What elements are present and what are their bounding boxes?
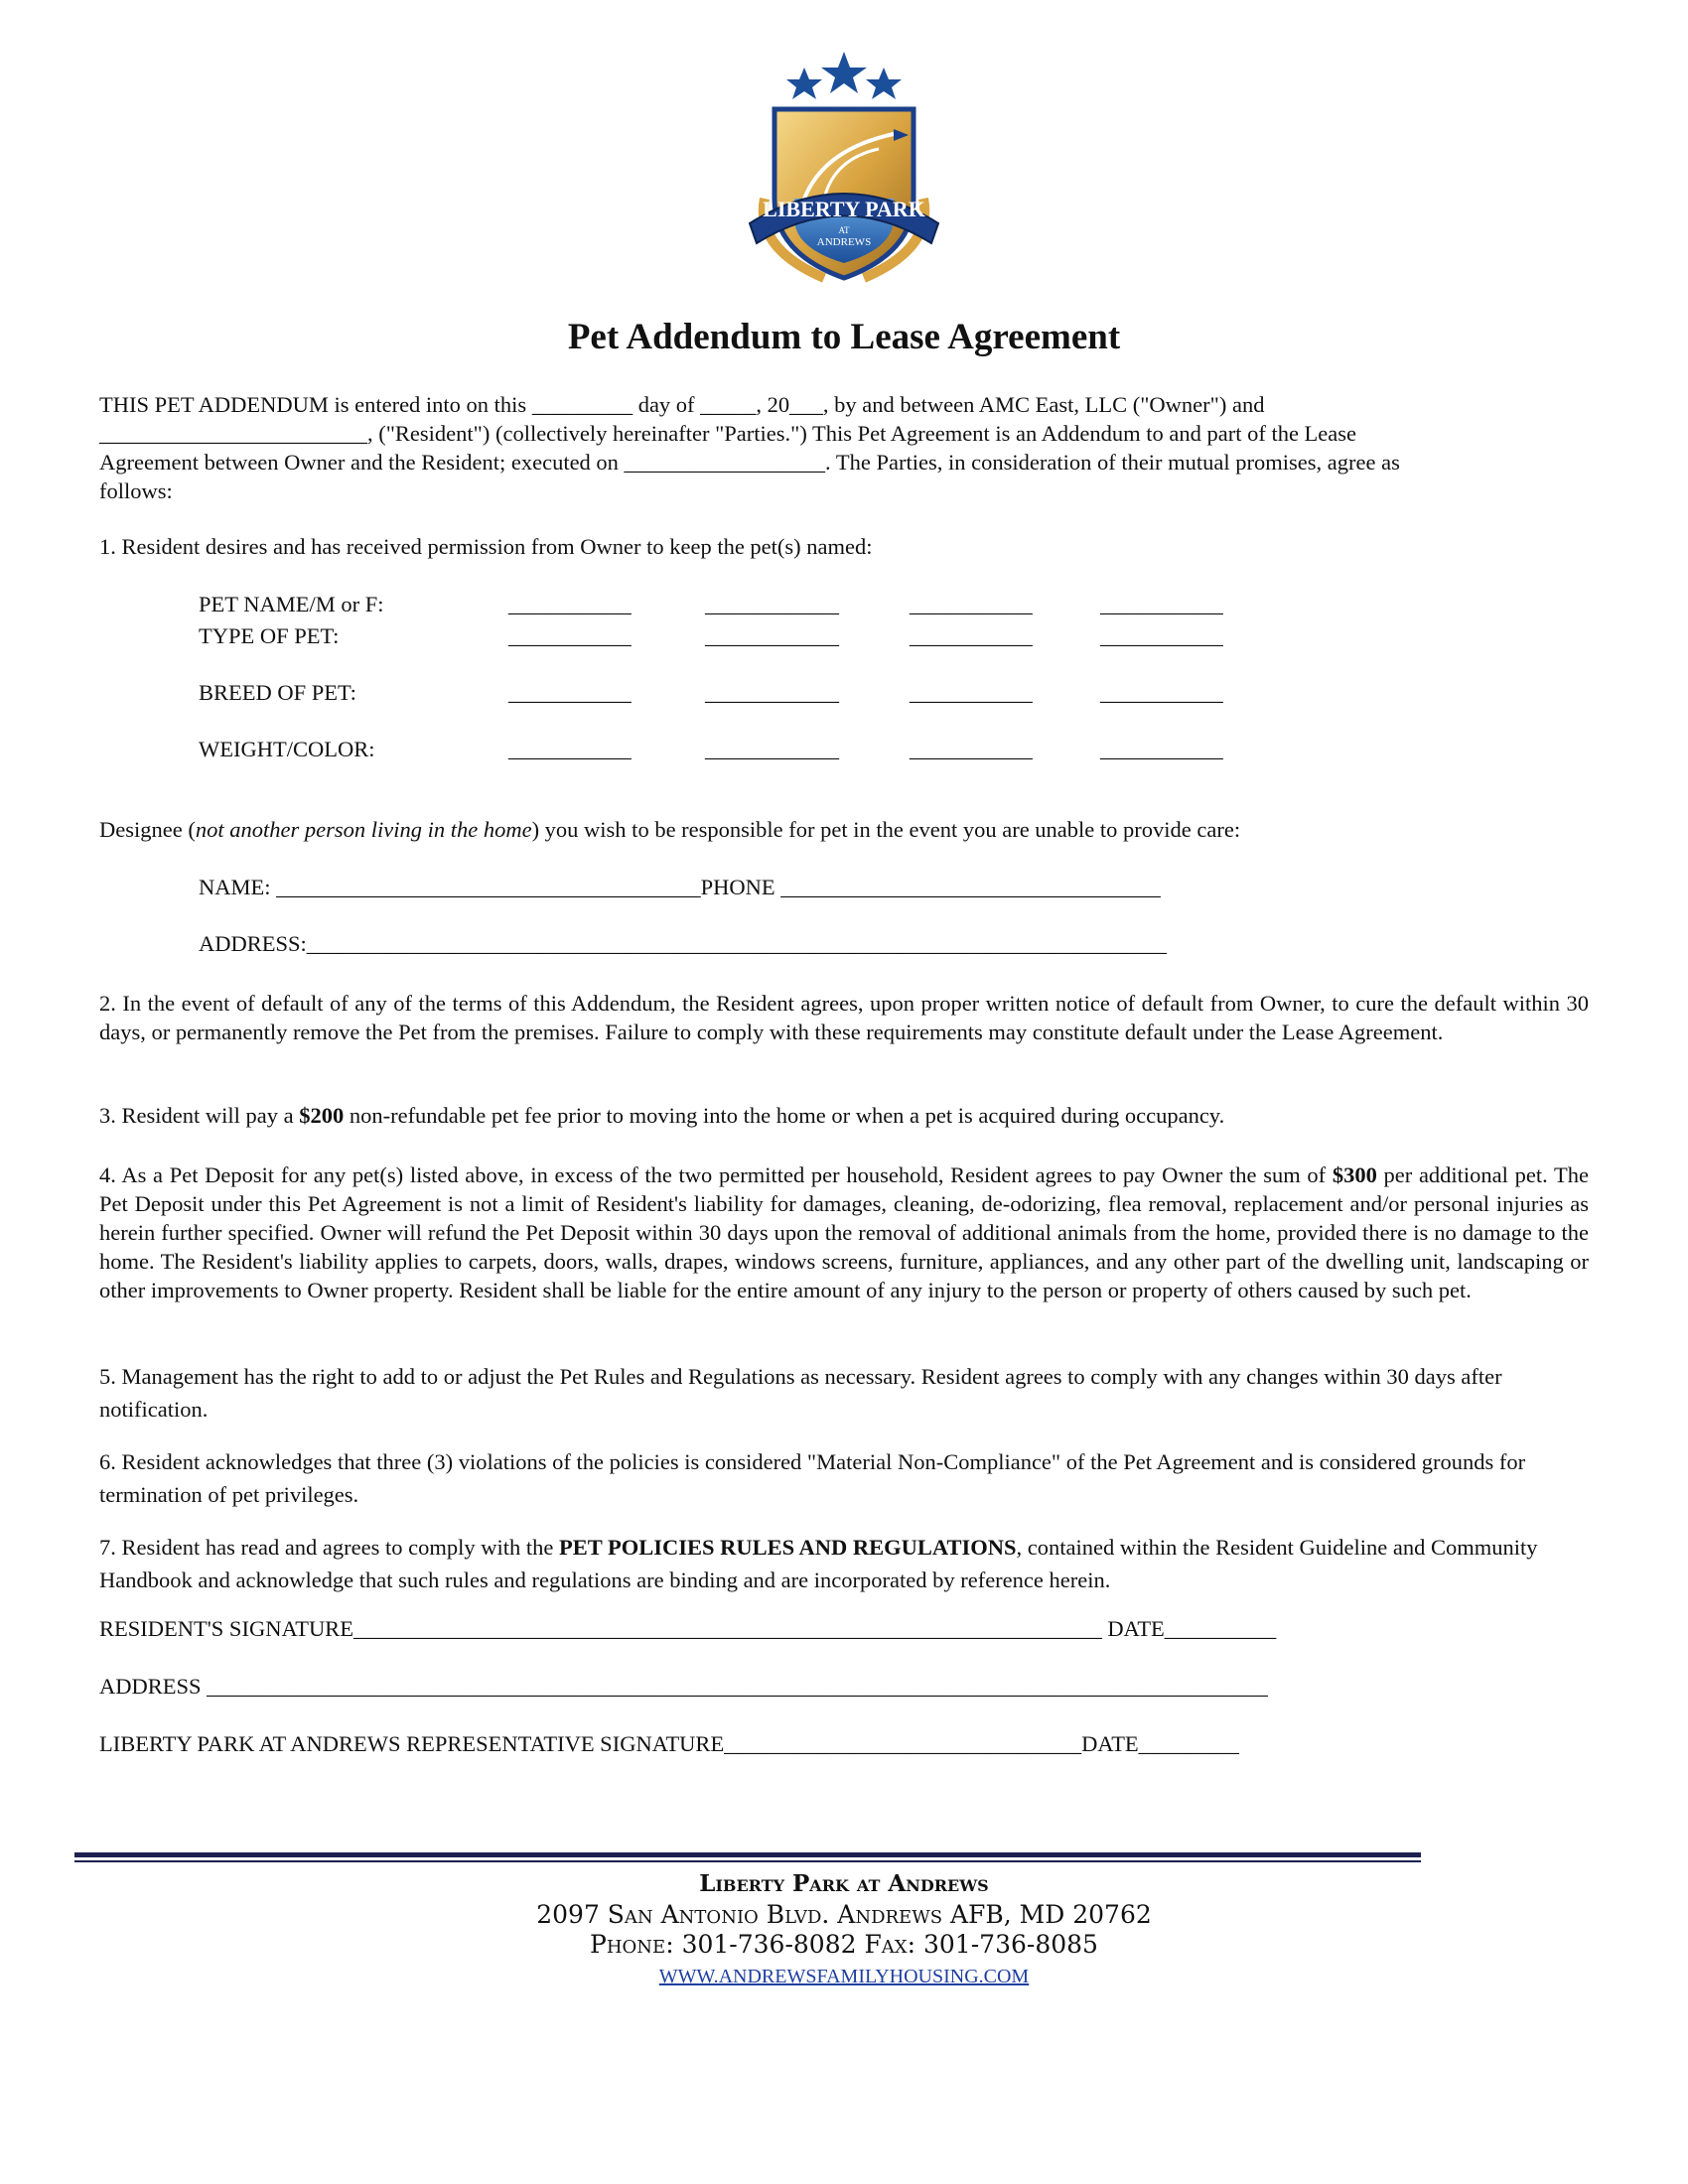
star-icon [821,52,867,93]
pet-row-label: BREED OF PET: [199,680,356,705]
page-title: Pet Addendum to Lease Agreement [567,317,1121,357]
blank-line[interactable]: ____________ [705,623,839,648]
section-4-suffix: per additional pet. The Pet Deposit under this Pet Agreement is not a limit of Resident's liability for damages, cleaning, de-odorizing, flea removal, replacement and/or personal injuries as herein further specified. Owner will refund the Pet Deposit within 30 days upon the removal of additional animals from the home, provided there is no damage to the home. The Resident's liability applies to carpets, doors, walls, drapes, windows screens, furniture, appliances, and any other part of the dwelling unit, landscaping or other improvements to Owner property. Resident shall be liable for the entire amount of any injury to the person or property of others caused by such pet. [99,1162,1589,1302]
intro-line-1: THIS PET ADDENDUM is entered into on this _________ day of _____, 20___, by and between AMC East, LLC ("Owner") and [99,392,1265,417]
blank-line[interactable]: ____________ [705,737,839,761]
logo-text-andrews: ANDREWS [816,236,872,248]
section-7-prefix: 7. Resident has read and agrees to comply with the [99,1535,559,1560]
website-link[interactable]: WWW.ANDREWSFAMILYHOUSING.COM [658,1966,1030,1987]
logo-text-main: LIBERTY PARK [763,197,925,221]
pet-fee-amount: $200 [299,1103,345,1128]
section-6-text: 6. Resident acknowledges that three (3) violations of the policies is considered "Material Non-Compliance" of the Pet Agreement and is considered grounds for termination of pet privileges. [99,1449,1526,1507]
section-1-text: 1. Resident desires and has received permission from Owner to keep the pet(s) named: [99,534,873,559]
section-7-bold: PET POLICIES RULES AND REGULATIONS [559,1535,1017,1560]
liberty-park-crest-logo [695,50,993,298]
blank-line[interactable]: ___________ [1100,592,1223,616]
blank-line[interactable]: ___________ [508,737,632,761]
section-4-text [99,1160,1589,1304]
blank-line[interactable]: ___________ [910,592,1033,616]
footer-divider-thin [74,1860,1421,1862]
footer-website [0,1966,1688,1988]
footer-address: 2097 San Antonio Blvd. Andrews AFB, MD 20762 [536,1900,1152,1929]
blank-line[interactable]: ____________ [705,592,839,616]
address-line[interactable]: ADDRESS _______________________________________________________________________________________________ [99,1674,1268,1699]
footer-company-name: Liberty Park at Andrews [699,1870,989,1897]
blank-line[interactable]: ____________ [705,680,839,705]
logo-text-at: AT [838,225,850,235]
star-icon [786,68,822,99]
blank-line[interactable]: ___________ [1100,623,1223,648]
section-3-suffix: non-refundable pet fee prior to moving into the home or when a pet is acquired during occupancy. [344,1103,1225,1128]
blank-line[interactable]: ___________ [508,680,632,705]
designee-suffix: ) you wish to be responsible for pet in the event you are unable to provide care: [531,817,1241,842]
designee-address-line[interactable]: ADDRESS:_____________________________________________________________________________ [199,931,1168,956]
pet-row-label: TYPE OF PET: [199,623,340,648]
blank-line[interactable]: ___________ [1100,680,1223,705]
section-7-suffix: , contained within the Resident Guideline and Community Handbook and acknowledge that such rules and regulations are binding and are incorporated by reference herein. [99,1535,1538,1592]
pet-row-label: WEIGHT/COLOR: [199,737,375,761]
blank-line[interactable]: ___________ [910,737,1033,761]
section-7-text [99,1531,1589,1596]
pet-deposit-amount: $300 [1332,1162,1377,1187]
footer-phone-fax: Phone: 301-736-8082 Fax: 301-736-8085 [590,1930,1098,1959]
intro-line-4: follows: [99,478,173,503]
intro-line-3: Agreement between Owner and the Resident; executed on __________________. The Parties, in consideration of their mutual promises, agree as [99,450,1400,475]
blank-line[interactable]: ___________ [910,623,1033,648]
designee-italic: not another person living in the home [195,817,532,842]
blank-line[interactable]: ___________ [910,680,1033,705]
representative-signature-line[interactable]: LIBERTY PARK AT ANDREWS REPRESENTATIVE SIGNATURE________________________________DATE_________ [99,1731,1239,1756]
section-3-text [99,1101,1589,1130]
blank-line[interactable]: ___________ [508,623,632,648]
designee-prefix: Designee ( [99,817,196,842]
pet-row-label: PET NAME/M or F: [199,592,384,616]
section-5-text: 5. Management has the right to add to or adjust the Pet Rules and Regulations as necessary. Resident agrees to comply with any changes within 30 days after notification. [99,1364,1502,1422]
section-4-prefix: 4. As a Pet Deposit for any pet(s) listed above, in excess of the two permitted per household, Resident agrees to pay Owner the sum of [99,1162,1333,1187]
designee-name-phone-line[interactable]: NAME: ______________________________________PHONE __________________________________ [199,875,1161,899]
section-3-prefix: 3. Resident will pay a [99,1103,300,1128]
designee-text [99,817,1240,843]
section-2-text: 2. In the event of default of any of the terms of this Addendum, the Resident agrees, upon proper written notice of default from Owner, to cure the default within 30 days, or permanently remove the Pet from the premises. Failure to comply with these requirements may constitute default under the Lease Agreement. [99,991,1589,1044]
footer-divider [74,1852,1421,1857]
intro-line-2: ________________________, ("Resident") (collectively hereinafter "Parties.") This Pet Agreement is an Addendum to and part of the Lease [99,421,1357,446]
resident-signature-line[interactable]: RESIDENT'S SIGNATURE___________________________________________________________________ DATE__________ [99,1616,1277,1641]
star-icon [866,68,902,99]
blank-line[interactable]: ___________ [508,592,632,616]
blank-line[interactable]: ___________ [1100,737,1223,761]
